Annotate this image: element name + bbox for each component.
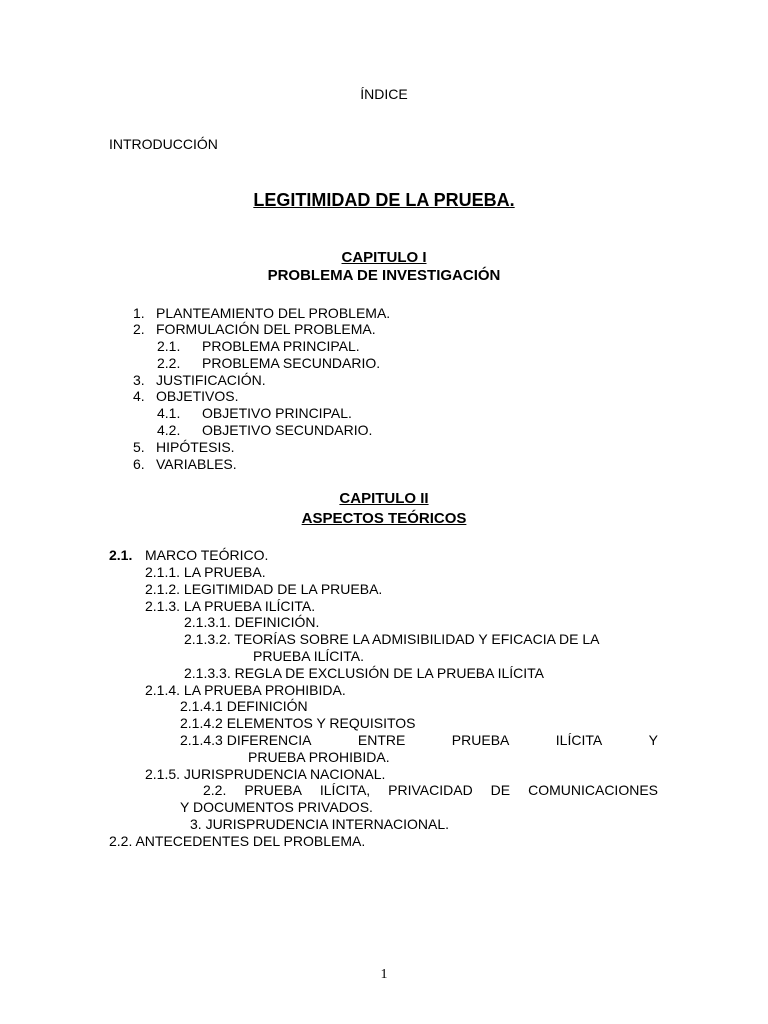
toc-item: 2.2. PRUEBA ILÍCITA, PRIVACIDAD DE COMUNICACIONES (203, 782, 658, 798)
toc-item: 2.1.1. LA PRUEBA. (145, 564, 266, 580)
toc-item: 5. HIPÓTESIS. (133, 439, 235, 455)
toc-item: 2.1.4.2 ELEMENTOS Y REQUISITOS (180, 715, 416, 731)
toc-item: 2.1.4.1 DEFINICIÓN (180, 698, 308, 714)
page-number: 1 (380, 967, 388, 982)
toc-item: 1. PLANTEAMIENTO DEL PROBLEMA. (133, 305, 391, 321)
indice-heading: ÍNDICE (360, 86, 408, 102)
toc-item: Y DOCUMENTOS PRIVADOS. (180, 799, 373, 815)
toc-item: 2.1.5. JURISPRUDENCIA NACIONAL. (145, 766, 386, 782)
toc-item: 2.2. PROBLEMA SECUNDARIO. (157, 355, 381, 371)
cap2-subheading: ASPECTOS TEÓRICOS (301, 510, 467, 527)
introduccion-entry: INTRODUCCIÓN (109, 136, 218, 152)
toc-item: 4.2. OBJETIVO SECUNDARIO. (157, 422, 373, 438)
toc-item: 4. OBJETIVOS. (133, 388, 239, 404)
toc-item: 2.1.3.1. DEFINICIÓN. (184, 614, 320, 630)
toc-item: 2.1. MARCO TEÓRICO. (109, 547, 269, 563)
toc-item: 3. JURISPRUDENCIA INTERNACIONAL. (190, 816, 450, 832)
cap1-heading: CAPITULO I (341, 249, 427, 266)
toc-item: PRUEBA PROHIBIDA. (248, 749, 390, 765)
toc-item: 2.1.3.3. REGLA DE EXCLUSIÓN DE LA PRUEBA ILÍCITA (184, 665, 544, 681)
toc-item: 4.1. OBJETIVO PRINCIPAL. (157, 405, 352, 421)
toc-item: PRUEBA ILÍCITA. (253, 648, 364, 664)
toc-item: 6. VARIABLES. (133, 456, 237, 472)
toc-item: 2.1.4.3 DIFERENCIA ENTRE PRUEBA ILÍCITA Y (180, 732, 658, 748)
toc-item: 3. JUSTIFICACIÓN. (133, 372, 266, 388)
toc-item: 2.1.3.2. TEORÍAS SOBRE LA ADMISIBILIDAD Y EFICACIA DE LA (184, 631, 600, 647)
toc-item: 2.1.4. LA PRUEBA PROHIBIDA. (145, 682, 346, 698)
toc-item: 2.1.2. LEGITIMIDAD DE LA PRUEBA. (145, 581, 383, 597)
toc-item: 2. FORMULACIÓN DEL PROBLEMA. (133, 321, 376, 337)
toc-item: 2.1.3. LA PRUEBA ILÍCITA. (145, 598, 316, 614)
document-title: LEGITIMIDAD DE LA PRUEBA. (253, 190, 515, 210)
cap1-subheading: PROBLEMA DE INVESTIGACIÓN (267, 267, 501, 284)
toc-item: 2.2. ANTECEDENTES DEL PROBLEMA. (109, 833, 366, 849)
cap2-heading: CAPITULO II (339, 490, 429, 507)
toc-item: 2.1. PROBLEMA PRINCIPAL. (157, 338, 360, 354)
